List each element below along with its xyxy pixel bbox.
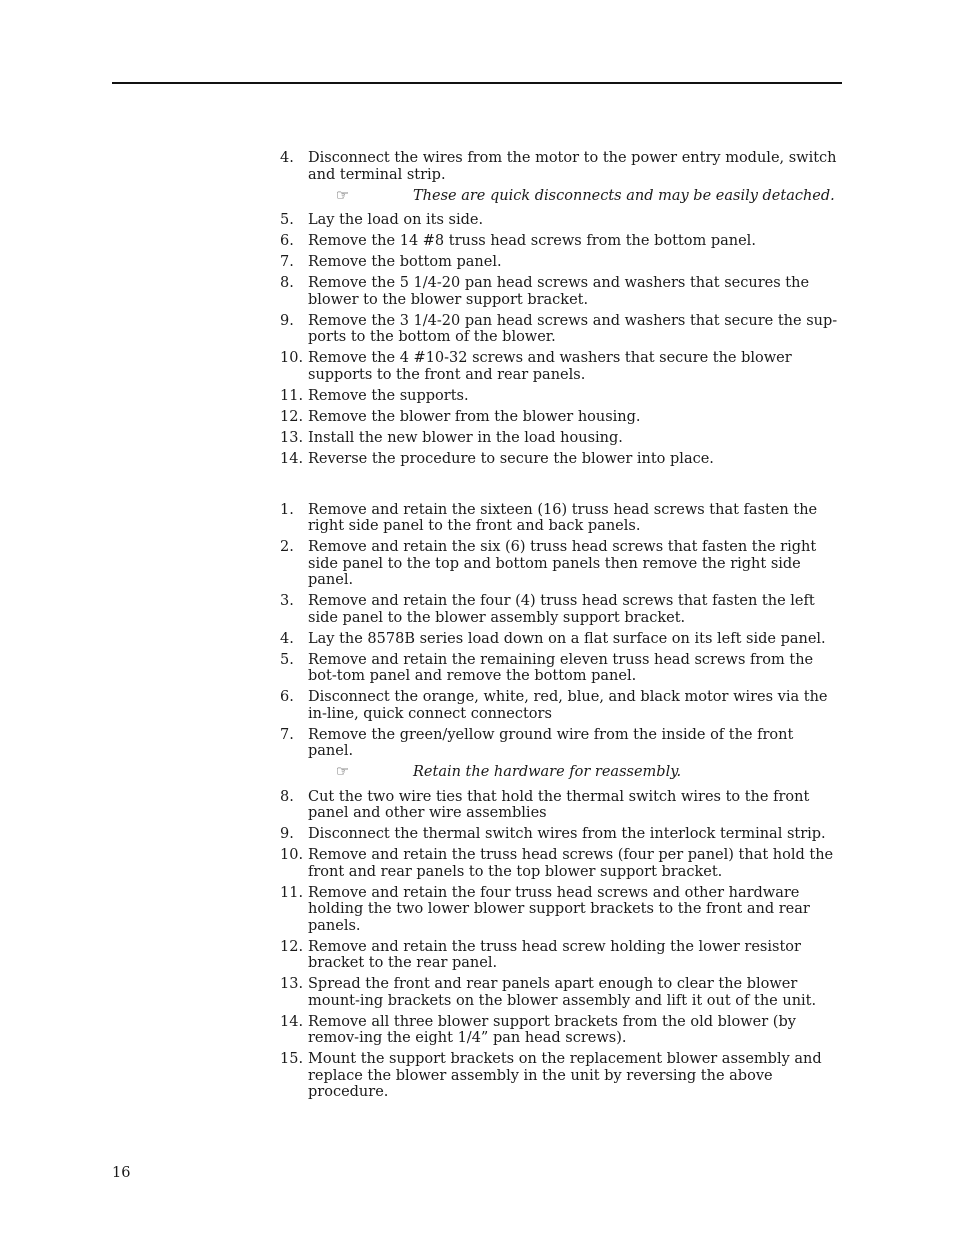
item-text: Remove and retain the four (4) truss head screws that fasten the left side panel to the blower assembly support bracket. — [308, 593, 815, 626]
list-item — [280, 826, 842, 843]
item-text: Install the new blower in the load housing. — [308, 429, 623, 446]
item-text: Mount the support brackets on the replacement blower assembly and replace the blower assembly in the unit by reversing the above procedure. — [308, 1051, 822, 1100]
list-item — [280, 976, 842, 1009]
item-number: 12. — [280, 938, 304, 955]
item-number: 2. — [280, 539, 294, 555]
list-item — [280, 1014, 842, 1047]
list-item — [280, 451, 842, 468]
item-number: 7. — [280, 254, 294, 270]
item-text: Remove the blower from the blower housing. — [308, 408, 641, 425]
item-text: Remove and retain the remaining eleven truss head screws from the bot-tom panel and remove the bottom panel. — [308, 651, 814, 684]
item-text: Lay the 8578B series load down on a flat surface on its left side panel. — [308, 630, 826, 647]
procedure-list-2 — [280, 502, 842, 1101]
item-number: 15. — [280, 1051, 304, 1067]
item-text: Remove the 14 #8 truss head screws from the bottom panel. — [308, 233, 756, 249]
note-text: These are quick disconnects and may be easily detached. — [413, 187, 835, 204]
list-item — [280, 313, 842, 346]
list-item — [280, 652, 842, 685]
list-item — [280, 885, 842, 935]
list-item — [280, 727, 842, 760]
item-text: Remove the green/yellow ground wire from the inside of the front panel. — [308, 726, 794, 759]
item-number: 4. — [280, 630, 294, 647]
item-text: Remove and retain the six (6) truss head screws that fasten the right side panel to the top and bottom panels then remove the right side panel. — [308, 539, 817, 588]
list-item — [280, 212, 842, 229]
list-item — [280, 539, 842, 589]
item-number: 4. — [280, 150, 294, 166]
item-number: 11. — [280, 387, 304, 404]
item-number: 5. — [280, 212, 294, 228]
item-text: Remove all three blower support brackets from the old blower (by remov-ing the eight 1/4” pan head screws). — [308, 1013, 796, 1046]
pointing-hand-icon: ☞ — [336, 764, 349, 780]
list-item — [280, 388, 842, 405]
item-number: 14. — [280, 1013, 304, 1030]
item-number: 11. — [280, 884, 304, 901]
item-number: 12. — [280, 408, 304, 425]
list-item — [280, 350, 842, 383]
item-number: 8. — [280, 788, 294, 805]
item-text: Cut the two wire ties that hold the thermal switch wires to the front panel and other wire assemblies — [308, 788, 810, 821]
list-item — [280, 847, 842, 880]
list-item — [280, 593, 842, 626]
item-text: Lay the load on its side. — [308, 212, 484, 228]
note — [280, 764, 842, 781]
page-content — [280, 150, 842, 1105]
item-number: 5. — [280, 651, 294, 668]
list-item — [280, 689, 842, 722]
list-item — [280, 275, 842, 308]
item-text: Remove the supports. — [308, 387, 469, 404]
item-number: 13. — [280, 429, 304, 446]
item-text: Disconnect the orange, white, red, blue, and black motor wires via the in-line, quick connect connectors — [308, 689, 828, 722]
list-item — [280, 430, 842, 447]
item-text: Disconnect the wires from the motor to the power entry module, switch and terminal strip. — [308, 150, 837, 183]
item-text: Remove and retain the four truss head screws and other hardware holding the two lower blower support brackets to the front and rear panels. — [308, 884, 810, 934]
list-item — [280, 233, 842, 250]
note — [280, 188, 842, 205]
item-number: 14. — [280, 450, 304, 467]
item-number: 6. — [280, 689, 294, 705]
item-number: 10. — [280, 847, 304, 863]
section-gap — [280, 472, 842, 502]
list-item — [280, 150, 842, 183]
list-item — [280, 1051, 842, 1101]
page-number: 16 — [112, 1165, 131, 1181]
pointing-hand-icon: ☞ — [336, 187, 349, 204]
item-text: Remove the bottom panel. — [308, 254, 502, 270]
item-text: Spread the front and rear panels apart enough to clear the blower mount-ing brackets on the blower assembly and lift it out of the unit. — [308, 976, 817, 1009]
item-text: Remove the 4 #10-32 screws and washers that secure the blower supports to the front and rear panels. — [308, 350, 792, 383]
item-text: Remove the 5 1/4-20 pan head screws and washers that secures the blower to the blower support bracket. — [308, 275, 810, 308]
list-item — [280, 409, 842, 426]
list-item — [280, 789, 842, 822]
item-text: Remove and retain the truss head screws (four per panel) that hold the front and rear panels to the top blower support bracket. — [308, 847, 834, 880]
item-text: Reverse the procedure to secure the blower into place. — [308, 450, 714, 467]
item-text: Remove the 3 1/4-20 pan head screws and washers that secure the sup-ports to the bottom of the blower. — [308, 312, 838, 345]
list-item — [280, 939, 842, 972]
item-text: Remove and retain the sixteen (16) truss head screws that fasten the right side panel to the front and back panels. — [308, 501, 818, 534]
item-number: 3. — [280, 593, 294, 609]
item-number: 1. — [280, 501, 294, 518]
item-number: 10. — [280, 350, 304, 366]
item-number: 8. — [280, 275, 294, 291]
item-text: Disconnect the thermal switch wires from the interlock terminal strip. — [308, 826, 826, 842]
header-rule — [112, 82, 842, 84]
list-item — [280, 631, 842, 648]
list-item — [280, 502, 842, 535]
item-number: 9. — [280, 826, 294, 842]
list-item — [280, 254, 842, 271]
item-number: 13. — [280, 976, 304, 992]
item-number: 6. — [280, 233, 294, 249]
item-number: 9. — [280, 312, 294, 329]
note-text: Retain the hardware for reassembly. — [413, 764, 682, 780]
item-text: Remove and retain the truss head screw holding the lower resistor bracket to the rear panel. — [308, 938, 801, 971]
item-number: 7. — [280, 726, 294, 743]
procedure-list-1 — [280, 150, 842, 467]
